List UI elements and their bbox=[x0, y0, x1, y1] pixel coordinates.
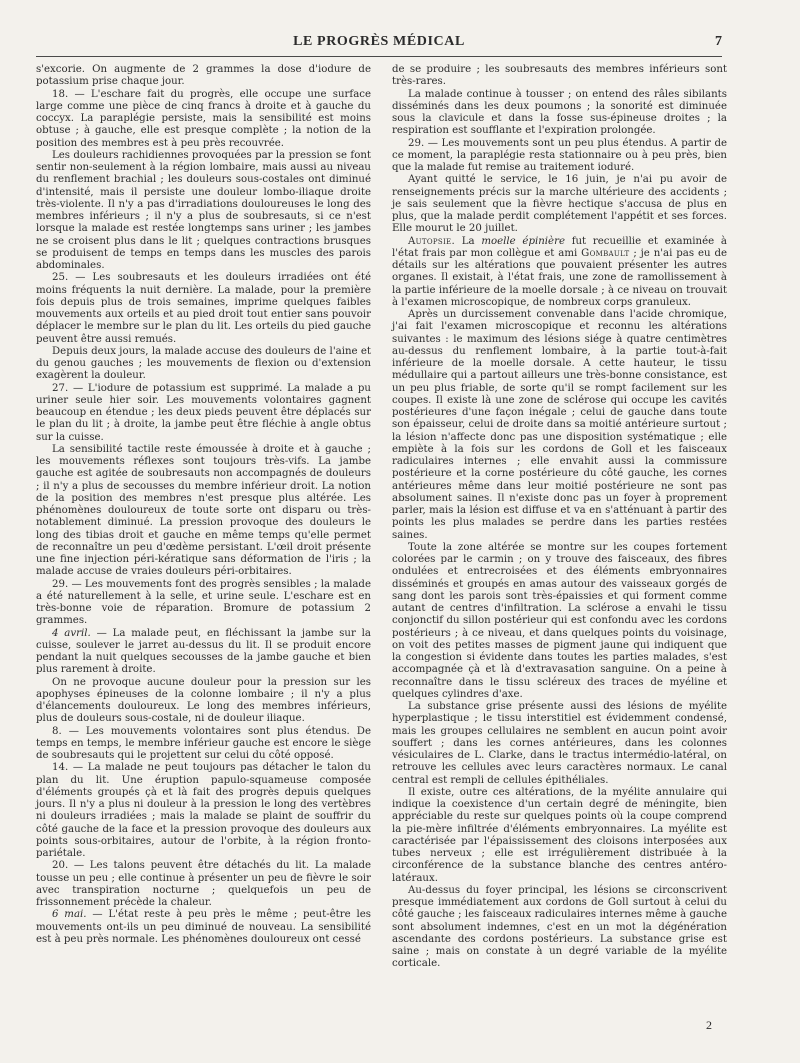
paragraph bbox=[36, 628, 371, 677]
paragraph: 8. — Les mouvements volontaires sont plus étendus. De temps en temps, le membre inférieur gauche est encore le siège de soubresauts qui le projettent sur celui du côté opposé. bbox=[36, 725, 371, 761]
paragraph: de se produire ; les soubresauts des membres inférieurs sont très-rares. bbox=[392, 64, 727, 88]
date-lead: 6 mai. bbox=[52, 909, 87, 921]
paragraph: Depuis deux jours, la malade accuse des douleurs de l'aine et du genou gauches ; les mouvements de flexion ou d'extension exagèrent la douleur. bbox=[36, 345, 371, 382]
paragraph-text: La bbox=[454, 235, 482, 247]
signature-mark: 2 bbox=[706, 1018, 712, 1032]
paragraph: La malade continue à tousser ; on entend des râles sibilants disséminés dans les deux poumons ; la sonorité est diminuée sous la clavicule et dans la fosse sus-épineuse droites ; la respiration est soufflante et l'expiration prolongée. bbox=[392, 88, 727, 137]
paragraph: 18. — L'eschare fait du progrès, elle occupe une surface large comme une pièce de cinq francs à droite et à gauche du coccyx. La paraplégie persiste, mais la sensibilité est moins obtuse ; à gauche, elle est presque complète ; la notion de la position des membres est à peu près recouvrée. bbox=[36, 88, 371, 149]
paragraph: 29. — Les mouvements font des progrès sensibles ; la malade a été naturellement à la selle, et urine seule. L'eschare est en très-bonne voie de réparation. Bromure de potassium 2 grammes. bbox=[36, 578, 371, 627]
paragraph: 27. — L'iodure de potassium est supprimé. La malade a pu uriner seule hier soir. Les mouvements volontaires gagnent beaucoup en étendue ; les deux pieds peuvent être déplacés sur le plan du lit ; à droite, la jambe peut être fléchie à angle obtus sur la cuisse. bbox=[36, 382, 371, 443]
person-name: Gombault bbox=[581, 247, 630, 259]
paragraph bbox=[36, 909, 371, 946]
paragraph: 20. — Les talons peuvent être détachés du lit. La malade tousse un peu ; elle continue à présenter un peu de fièvre le soir avec transpiration nocturne ; quelquefois un peu de frissonnement précède la chaleur. bbox=[36, 860, 371, 908]
paragraph: s'excorie. On augmente de 2 grammes la dose d'iodure de potassium prise chaque jour. bbox=[36, 64, 371, 88]
paragraph-text: — La malade peut, en fléchissant la jambe sur la cuisse, soulever le jarret au-dessus du lit. Il se produit encore pendant la nuit quelques secousses de la jambe gauche et bien plus rarement à droite. bbox=[36, 627, 371, 676]
paragraph-text: — L'état reste à peu près le même ; peut-être les mouvements ont-ils un peu diminué de nouveau. La sensibilité est à peu près normale. Les phénomènes douloureux ont cessé bbox=[36, 909, 372, 945]
paragraph: Après un durcissement convenable dans l'acide chromique, j'ai fait l'examen microscopique et reconnu les altérations suivantes : le maximum des lésions siége à quatre centimètres au-dessus du renflement lombaire, à la partie tout-à-fait inférieure de la moelle dorsale. A cette hauteur, le tissu médullaire qui a partout ailleurs une très-bonne consistance, est un peu plus friable, de sorte qu'il se rompt facilement sur les coupes. Il existe là une zone de sclérose qui occupe les cavités postérieures d'une façon inégale ; celui de gauche dans toute son épaisseur, celui de droite dans sa moitié antérieure surtout ; la lésion n'affecte donc pas une disposition systématique ; elle empiète à la fois sur les cordons de Goll et les faisceaux radiculaires internes ; elle envahit aussi la commissure postérieure et la corne postérieure du côté gauche, les cornes antérieures même dans leur moitié postérieure ne sont pas absolument saines. Il n'existe donc pas un foyer à proprement parler, mais la lésion est diffuse et va en s'atténuant à partir des points les plus malades se perdre dans les parties restées saines. bbox=[392, 309, 727, 541]
paragraph: 14. — La malade ne peut toujours pas détacher le talon du plan du lit. Une éruption papulo-squameuse composée d'éléments groupés çà et là fait des progrès depuis quelques jours. Il n'y a plus ni douleur à la pression le long des vertèbres ni douleurs irradiées ; mais la malade se plaint de souffrir du côté gauche de la face et la pression provoque des douleurs aux points sous-orbitaires, autour de l'orbite, à la région fronto-pariétale. bbox=[36, 762, 371, 859]
right-column bbox=[392, 64, 727, 971]
page-number: 7 bbox=[715, 34, 722, 49]
paragraph-text: fut recueillie et examinée à l'état frais par mon collègue et ami bbox=[392, 235, 727, 259]
paragraph: Il existe, outre ces altérations, de la myélite annulaire qui indique la coexistence d'un certain degré de méningite, bien appréciable du reste sur quelques points où la coupe comprend la pie-mère infiltrée d'éléments embryonnaires. La myélite est caractérisée par l'épaississement des cloisons interposées aux tubes nerveux ; elle est irrégulièrement distribuée à la circonférence de la substance blanche des centres antéro-latéraux. bbox=[392, 786, 727, 884]
running-title: LE PROGRÈS MÉDICAL bbox=[293, 34, 465, 49]
paragraph: Au-dessus du foyer principal, les lésions se circonscrivent presque immédiatement aux cordons de Goll surtout à celui du côté gauche ; les faisceaux radiculaires internes même à gauche sont absolument indemnes, c'est en un mot la dégénération ascendante des cordons postérieurs. La substance grise est saine ; mais on constate à un degré variable de la myélite corticale. bbox=[392, 884, 727, 970]
header-rule bbox=[36, 56, 722, 57]
left-column bbox=[36, 64, 371, 946]
paragraph: On ne provoque aucune douleur pour la pression sur les apophyses épineuses de la colonne lombaire ; il n'y a plus d'élancements douloureux. Le long des membres inférieurs, plus de douleurs sous-costale, ni de douleur iliaque. bbox=[36, 676, 371, 725]
paragraph bbox=[392, 236, 727, 310]
paragraph: Les douleurs rachidiennes provoquées par la pression se font sentir non-seulement à la région lombaire, mais aussi au niveau du renflement brachial ; les douleurs sous-costales ont diminué d'intensité, mais il persiste une douleur lombo-iliaque droite très-violente. Il n'y a pas d'irradiations douloureuses le long des membres inférieurs ; il n'y a plus de soubresauts, si ce n'est lorsque la malade est restée longtemps sans uriner ; les jambes ne se croisent plus dans le lit ; quelques contractions brusques se produisent de temps en temps dans les muscles des parois abdominales. bbox=[36, 149, 371, 271]
date-lead: 4 avril. bbox=[52, 627, 91, 639]
paragraph: La sensibilité tactile reste émoussée à droite et à gauche ; les mouvements réflexes sont toujours très-vifs. La jambe gauche est agitée de soubresauts non accompagnés de douleurs ; il n'y a plus de secousses du membre inférieur droit. La notion de la position des membres n'est presque plus altérée. Les phénomènes douloureux de toute sorte ont disparu ou très-notablement diminué. La pression provoque des douleurs le long des tibias droit et gauche en même temps qu'elle permet de reconnaître un peu d'œdème persistant. L'œil droit présente une fine injection péri-kératique sans déformation de l'iris ; la malade accuse de vraies douleurs péri-orbitaires. bbox=[36, 443, 371, 578]
paragraph: Toute la zone altérée se montre sur les coupes fortement colorées par le carmin ; on y trouve des faisceaux, des fibres ondulées et entrecroisées et des éléments embryonnaires disséminés et groupés en amas autour des vaisseaux gorgés de sang dont les parois sont très-épaissies et qui forment comme autant de centres d'infiltration. La sclérose a envahi le tissu conjonctif du sillon postérieur qui est confondu avec les cordons postérieurs ; à ce niveau, et dans quelques points du voisinage, on voit des petites masses de pigment jaune qui indiquent que la congestion si évidente dans toutes les parties malades, s'est accompagnée çà et là d'extravasation sanguine. On a peine à reconnaître dans le tissu scléreux des traces de myéline et quelques cylindres d'axe. bbox=[392, 541, 727, 700]
paragraph: La substance grise présente aussi des lésions de myélite hyperplastique ; le tissu interstitiel est évidemment condensé, mais les groupes cellulaires ne semblent en aucun point avoir souffert ; dans les cornes antérieures, dans les colonnes vésiculaires de L. Clarke, dans le tractus intermédio-latéral, on retrouve les cellules avec leurs caractères normaux. Le canal central est rempli de cellules épithéliales. bbox=[392, 701, 727, 786]
paragraph: 29. — Les mouvements sont un peu plus étendus. A partir de ce moment, la paraplégie resta stationnaire ou à peu près, bien que la malade fut remise au traitement ioduré. bbox=[392, 137, 727, 173]
paragraph-text: ; je n'ai pas eu de détails sur les altérations que pouvaient présenter les autres organes. Il existait, à l'état frais, une zone de ramollissement à la partie inférieure de la moelle dorsale ; à ce niveau on trouvait à l'examen microscopique, de nombreux corps granuleux. bbox=[392, 247, 727, 308]
page-header bbox=[36, 34, 722, 56]
paragraph: 25. — Les soubresauts et les douleurs irradiées ont été moins fréquents la nuit dernière. La malade, pour la première fois depuis plus de trois semaines, imprime quelques faibles mouvements aux orteils et au pied droit tout entier sans pouvoir déplacer le membre sur le plan du lit. Les orteils du pied gauche peuvent être aussi remués. bbox=[36, 272, 371, 345]
paragraph: Ayant quitté le service, le 16 juin, je n'ai pu avoir de renseignements précis sur la marche ultérieure des accidents ; je sais seulement que la fièvre hectique s'accusa de plus en plus, que la malade perdit complétement l'appétit et ses forces. Elle mourut le 20 juillet. bbox=[392, 174, 727, 235]
emphasis: moelle épinière bbox=[481, 235, 565, 247]
section-lead: Autopsie. bbox=[408, 235, 455, 247]
